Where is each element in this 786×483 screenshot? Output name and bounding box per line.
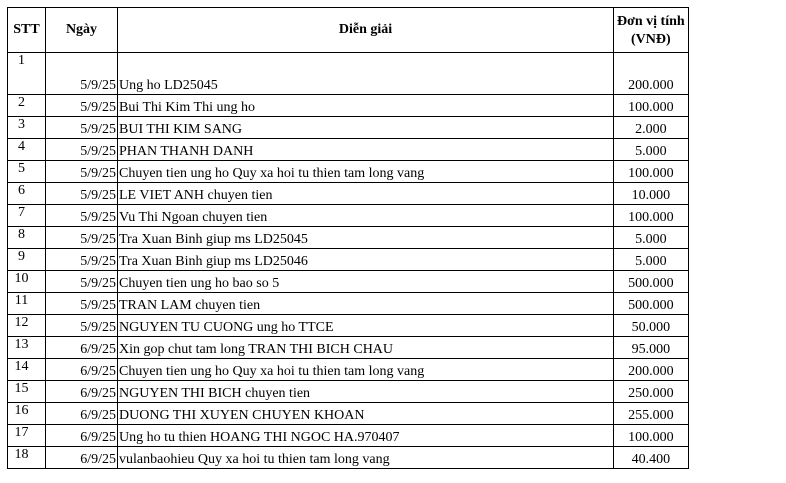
row-amount: 2.000 bbox=[614, 117, 689, 139]
row-stt: 2 bbox=[8, 95, 46, 117]
row-stt: 14 bbox=[8, 359, 46, 381]
row-amount: 50.000 bbox=[614, 315, 689, 337]
row-amount: 200.000 bbox=[614, 359, 689, 381]
header-amount bbox=[614, 8, 689, 53]
row-date: 6/9/25 bbox=[46, 359, 118, 381]
row-date: 5/9/25 bbox=[46, 227, 118, 249]
row-stt: 13 bbox=[8, 337, 46, 359]
table-row bbox=[8, 53, 689, 95]
row-stt: 11 bbox=[8, 293, 46, 315]
header-date: Ngày bbox=[46, 8, 118, 53]
row-date: 5/9/25 bbox=[46, 205, 118, 227]
row-amount: 500.000 bbox=[614, 271, 689, 293]
row-description: vulanbaohieu Quy xa hoi tu thien tam long vang bbox=[118, 447, 614, 469]
row-stt: 10 bbox=[8, 271, 46, 293]
row-amount: 255.000 bbox=[614, 403, 689, 425]
row-amount: 100.000 bbox=[614, 425, 689, 447]
row-description: TRAN LAM chuyen tien bbox=[118, 293, 614, 315]
table-row bbox=[8, 337, 689, 359]
table-row bbox=[8, 447, 689, 469]
row-stt: 4 bbox=[8, 139, 46, 161]
row-date: 5/9/25 bbox=[46, 271, 118, 293]
row-amount: 100.000 bbox=[614, 161, 689, 183]
table-row bbox=[8, 227, 689, 249]
row-description: Chuyen tien ung ho Quy xa hoi tu thien tam long vang bbox=[118, 359, 614, 381]
row-amount: 5.000 bbox=[614, 139, 689, 161]
row-date: 5/9/25 bbox=[46, 293, 118, 315]
row-description: Xin gop chut tam long TRAN THI BICH CHAU bbox=[118, 337, 614, 359]
row-description: DUONG THI XUYEN CHUYEN KHOAN bbox=[118, 403, 614, 425]
row-amount: 95.000 bbox=[614, 337, 689, 359]
table-row bbox=[8, 271, 689, 293]
row-stt: 9 bbox=[8, 249, 46, 271]
row-amount: 500.000 bbox=[614, 293, 689, 315]
row-stt: 18 bbox=[8, 447, 46, 469]
header-stt: STT bbox=[8, 8, 46, 53]
table-row bbox=[8, 183, 689, 205]
donation-table bbox=[7, 7, 689, 469]
row-stt: 17 bbox=[8, 425, 46, 447]
row-amount: 40.400 bbox=[614, 447, 689, 469]
header-amount-currency: (VNĐ) bbox=[631, 32, 671, 47]
row-description: Bui Thi Kim Thi ung ho bbox=[118, 95, 614, 117]
row-date: 5/9/25 bbox=[46, 117, 118, 139]
row-description: BUI THI KIM SANG bbox=[118, 117, 614, 139]
row-date: 6/9/25 bbox=[46, 337, 118, 359]
table-body bbox=[8, 53, 689, 469]
table-row bbox=[8, 403, 689, 425]
header-description: Diễn giải bbox=[118, 8, 614, 53]
row-stt: 3 bbox=[8, 117, 46, 139]
row-description: Tra Xuan Binh giup ms LD25045 bbox=[118, 227, 614, 249]
row-stt: 15 bbox=[8, 381, 46, 403]
row-description: Vu Thi Ngoan chuyen tien bbox=[118, 205, 614, 227]
table-row bbox=[8, 249, 689, 271]
row-description: Tra Xuan Binh giup ms LD25046 bbox=[118, 249, 614, 271]
row-stt: 1 bbox=[8, 53, 46, 95]
header-row bbox=[8, 8, 689, 53]
row-date: 6/9/25 bbox=[46, 447, 118, 469]
table-header bbox=[8, 8, 689, 53]
row-amount: 10.000 bbox=[614, 183, 689, 205]
row-date: 5/9/25 bbox=[46, 249, 118, 271]
row-stt: 6 bbox=[8, 183, 46, 205]
row-amount: 5.000 bbox=[614, 249, 689, 271]
row-date: 5/9/25 bbox=[46, 315, 118, 337]
row-description: PHAN THANH DANH bbox=[118, 139, 614, 161]
donation-table-container bbox=[7, 7, 689, 469]
row-description: Ung ho LD25045 bbox=[118, 53, 614, 95]
row-description: Chuyen tien ung ho bao so 5 bbox=[118, 271, 614, 293]
row-description: Ung ho tu thien HOANG THI NGOC HA.970407 bbox=[118, 425, 614, 447]
row-description: NGUYEN TU CUONG ung ho TTCE bbox=[118, 315, 614, 337]
row-stt: 16 bbox=[8, 403, 46, 425]
table-row bbox=[8, 315, 689, 337]
row-date: 5/9/25 bbox=[46, 53, 118, 95]
row-date: 5/9/25 bbox=[46, 95, 118, 117]
table-row bbox=[8, 205, 689, 227]
row-date: 6/9/25 bbox=[46, 403, 118, 425]
row-date: 5/9/25 bbox=[46, 161, 118, 183]
table-row bbox=[8, 95, 689, 117]
row-stt: 5 bbox=[8, 161, 46, 183]
row-date: 6/9/25 bbox=[46, 381, 118, 403]
row-description: NGUYEN THI BICH chuyen tien bbox=[118, 381, 614, 403]
row-description: Chuyen tien ung ho Quy xa hoi tu thien tam long vang bbox=[118, 161, 614, 183]
row-stt: 8 bbox=[8, 227, 46, 249]
row-amount: 100.000 bbox=[614, 205, 689, 227]
row-description: LE VIET ANH chuyen tien bbox=[118, 183, 614, 205]
row-date: 5/9/25 bbox=[46, 139, 118, 161]
row-amount: 5.000 bbox=[614, 227, 689, 249]
row-date: 5/9/25 bbox=[46, 183, 118, 205]
row-amount: 200.000 bbox=[614, 53, 689, 95]
header-amount-unit: Đơn vị tính bbox=[617, 14, 685, 29]
row-date: 6/9/25 bbox=[46, 425, 118, 447]
row-stt: 7 bbox=[8, 205, 46, 227]
row-amount: 250.000 bbox=[614, 381, 689, 403]
table-row bbox=[8, 139, 689, 161]
table-row bbox=[8, 359, 689, 381]
table-row bbox=[8, 425, 689, 447]
table-row bbox=[8, 381, 689, 403]
table-row bbox=[8, 161, 689, 183]
row-stt: 12 bbox=[8, 315, 46, 337]
row-amount: 100.000 bbox=[614, 95, 689, 117]
table-row bbox=[8, 293, 689, 315]
table-row bbox=[8, 117, 689, 139]
